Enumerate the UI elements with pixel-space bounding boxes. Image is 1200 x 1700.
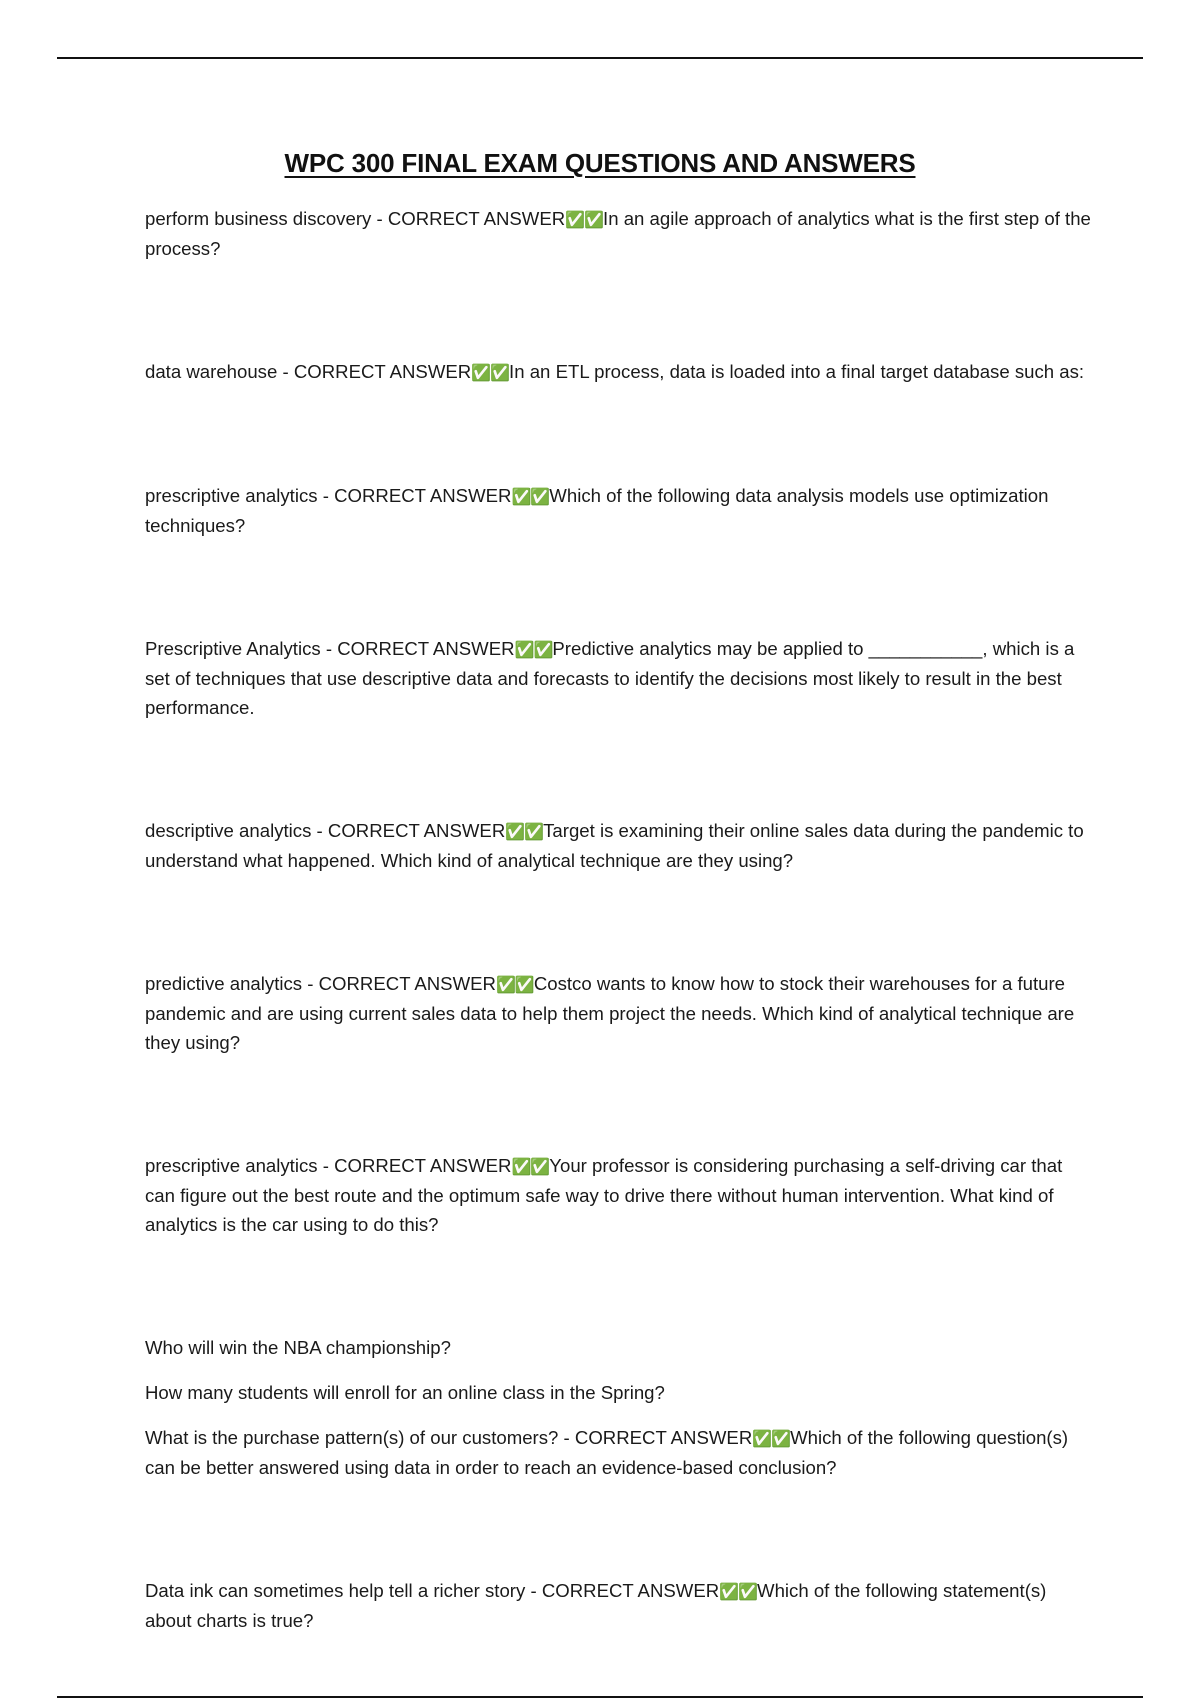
answer-text: What is the purchase pattern(s) of our customers? xyxy=(145,1427,559,1448)
answer-text: perform business discovery xyxy=(145,208,372,229)
qa-item-3 xyxy=(145,481,1095,540)
question-text: Which of the following statement(s) about charts is true? xyxy=(145,1580,1047,1631)
separator-text: - CORRECT ANSWER xyxy=(558,1427,753,1448)
separator-text: - CORRECT ANSWER xyxy=(525,1580,720,1601)
answer-text: prescriptive analytics xyxy=(145,1155,318,1176)
check-icon: ✅✅ xyxy=(719,1582,758,1601)
check-icon: ✅✅ xyxy=(511,1157,550,1176)
check-icon: ✅✅ xyxy=(471,363,510,382)
qa-item-4 xyxy=(145,634,1095,722)
check-icon: ✅✅ xyxy=(752,1429,791,1448)
check-icon: ✅✅ xyxy=(495,975,534,994)
top-rule xyxy=(57,57,1143,59)
separator-text: - CORRECT ANSWER xyxy=(311,820,506,841)
check-icon: ✅✅ xyxy=(514,640,553,659)
question-text: Costco wants to know how to stock their warehouses for a future pandemic and are using current sales data to help them project the needs. Which kind of analytical technique are they using? xyxy=(145,973,1075,1053)
separator-text: - CORRECT ANSWER xyxy=(371,208,566,229)
separator-text: - CORRECT ANSWER xyxy=(317,1155,512,1176)
answer-text: data warehouse xyxy=(145,361,278,382)
qa-item-5 xyxy=(145,816,1095,875)
question-text: Predictive analytics may be applied to ___________, which is a set of techniques that use descriptive data and forecasts to identify the decisions most likely to result in the best performance. xyxy=(145,638,1075,718)
document-title: WPC 300 FINAL EXAM QUESTIONS AND ANSWERS xyxy=(284,148,916,178)
question-text: Which of the following question(s) can be better answered using data in order to reach an evidence-based conclusion? xyxy=(145,1427,1069,1478)
qa-item-6 xyxy=(145,969,1095,1057)
question-text: In an agile approach of analytics what is the first step of the process? xyxy=(145,208,1091,259)
qa-item-8 xyxy=(145,1423,1095,1482)
bottom-rule xyxy=(57,1696,1143,1698)
qa-item-2 xyxy=(145,357,1095,387)
qa-item-9 xyxy=(145,1576,1095,1635)
separator-text: - CORRECT ANSWER xyxy=(317,485,512,506)
question-text: Your professor is considering purchasing a self-driving car that can figure out the best route and the optimum safe way to drive there without human intervention. What kind of analytics is the car using to do this? xyxy=(145,1155,1063,1235)
answer-text: Data ink can sometimes help tell a richer story xyxy=(145,1580,526,1601)
question-text: In an ETL process, data is loaded into a final target database such as: xyxy=(509,361,1085,382)
answer-text: predictive analytics xyxy=(145,973,303,994)
answer-text: descriptive analytics xyxy=(145,820,312,841)
answer-text: prescriptive analytics xyxy=(145,485,318,506)
answer-text: Prescriptive Analytics xyxy=(145,638,321,659)
qa-list xyxy=(145,204,1095,1635)
check-icon: ✅✅ xyxy=(505,822,544,841)
separator-text: - CORRECT ANSWER xyxy=(302,973,496,994)
check-icon: ✅✅ xyxy=(511,487,550,506)
qa-item-8-line-1: Who will win the NBA championship? xyxy=(145,1337,451,1358)
check-icon: ✅✅ xyxy=(565,210,604,229)
question-text: Target is examining their online sales data during the pandemic to understand what happened. Which kind of analytical technique are they using? xyxy=(145,820,1084,871)
question-text: Which of the following data analysis models use optimization techniques? xyxy=(145,485,1049,536)
qa-item-7 xyxy=(145,1151,1095,1239)
separator-text: - CORRECT ANSWER xyxy=(277,361,472,382)
qa-item-1 xyxy=(145,204,1095,263)
separator-text: - CORRECT ANSWER xyxy=(320,638,515,659)
qa-item-8-line-2: How many students will enroll for an online class in the Spring? xyxy=(145,1382,665,1403)
